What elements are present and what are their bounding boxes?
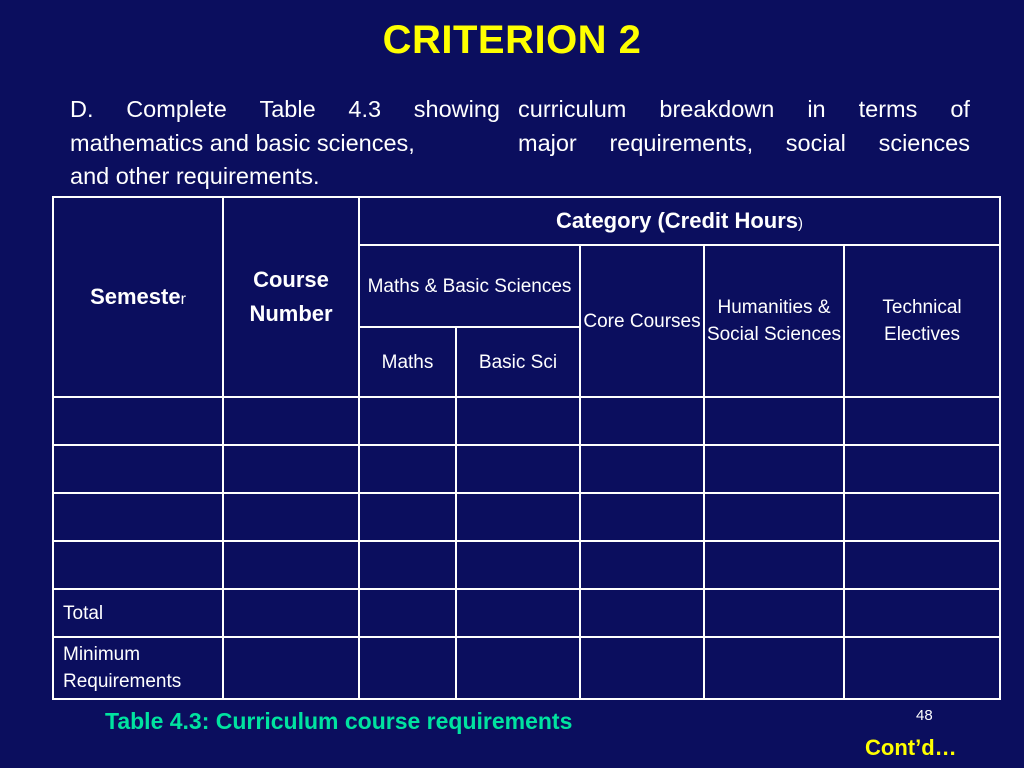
category-header bbox=[359, 197, 1000, 245]
intro-line-3: and other requirements. bbox=[70, 163, 320, 189]
maths-header: Maths bbox=[359, 327, 456, 397]
table-row bbox=[53, 445, 1000, 493]
table-cell bbox=[223, 397, 359, 445]
table-cell bbox=[359, 445, 456, 493]
intro-word: D. bbox=[70, 96, 94, 122]
intro-word: terms bbox=[858, 96, 918, 122]
table-cell bbox=[580, 493, 704, 541]
table-cell bbox=[53, 541, 223, 589]
table-cell bbox=[844, 397, 1000, 445]
table-cell bbox=[844, 541, 1000, 589]
table-cell bbox=[359, 637, 456, 699]
intro-word: in bbox=[807, 96, 826, 122]
table-cell bbox=[844, 589, 1000, 637]
table-cell bbox=[844, 445, 1000, 493]
humanities-header: Humanities & Social Sciences bbox=[704, 245, 844, 397]
table-cell bbox=[359, 493, 456, 541]
table-row bbox=[53, 493, 1000, 541]
table-cell bbox=[53, 445, 223, 493]
intro-left-column bbox=[70, 93, 500, 194]
table-cell bbox=[359, 589, 456, 637]
semester-header-tail: r bbox=[180, 291, 186, 308]
table-cell bbox=[53, 397, 223, 445]
minimum-requirements-label: Minimum Requirements bbox=[53, 637, 223, 699]
intro-word: of bbox=[950, 96, 970, 122]
table-cell bbox=[580, 637, 704, 699]
table-cell bbox=[223, 589, 359, 637]
table-cell bbox=[704, 541, 844, 589]
technical-electives-header: Technical Electives bbox=[844, 245, 1000, 397]
continued-label: Cont’d… bbox=[865, 735, 957, 760]
table-cell bbox=[359, 397, 456, 445]
table-row bbox=[53, 397, 1000, 445]
table-cell bbox=[704, 493, 844, 541]
semester-header-text: Semeste bbox=[90, 284, 181, 309]
table-cell bbox=[456, 445, 580, 493]
table-cell bbox=[456, 589, 580, 637]
table-cell bbox=[456, 637, 580, 699]
intro-line-4 bbox=[518, 93, 970, 127]
page-number: 48 bbox=[916, 707, 933, 724]
table-cell bbox=[704, 589, 844, 637]
intro-word: curriculum bbox=[518, 96, 627, 122]
table-cell bbox=[844, 493, 1000, 541]
basic-sci-header: Basic Sci bbox=[456, 327, 580, 397]
table-row bbox=[53, 541, 1000, 589]
table-cell bbox=[704, 637, 844, 699]
slide-title: CRITERION 2 bbox=[382, 18, 642, 62]
table-cell bbox=[844, 637, 1000, 699]
intro-word: major bbox=[518, 129, 577, 156]
table-cell bbox=[223, 637, 359, 699]
table-cell bbox=[580, 445, 704, 493]
category-header-tail: ) bbox=[798, 215, 804, 232]
table-cell bbox=[223, 445, 359, 493]
table-cell bbox=[359, 541, 456, 589]
course-number-header: Course Number bbox=[223, 197, 359, 397]
intro-word: 4.3 bbox=[348, 96, 382, 122]
table-caption: Table 4.3: Curriculum course requirements bbox=[105, 708, 573, 734]
intro-line-5 bbox=[518, 127, 970, 161]
intro-word: Complete bbox=[126, 96, 227, 122]
intro-right-column bbox=[518, 93, 970, 160]
total-label: Total bbox=[53, 589, 223, 637]
table-cell bbox=[580, 397, 704, 445]
intro-line-2: mathematics and basic sciences, bbox=[70, 129, 415, 156]
total-row bbox=[53, 589, 1000, 637]
intro-word: social bbox=[785, 129, 846, 156]
core-courses-header: Core Courses bbox=[580, 245, 704, 397]
intro-word: requirements, bbox=[609, 129, 754, 156]
table-cell bbox=[580, 589, 704, 637]
curriculum-table bbox=[52, 196, 1001, 700]
table-cell bbox=[223, 493, 359, 541]
table-cell bbox=[456, 541, 580, 589]
semester-header bbox=[53, 197, 223, 397]
category-header-text: Category (Credit Hours bbox=[556, 208, 799, 233]
intro-line-1 bbox=[70, 93, 500, 127]
table-cell bbox=[456, 397, 580, 445]
table-cell bbox=[704, 397, 844, 445]
table-cell bbox=[53, 493, 223, 541]
intro-word: sciences bbox=[878, 129, 970, 156]
intro-word: breakdown bbox=[659, 96, 775, 122]
table-cell bbox=[704, 445, 844, 493]
maths-basic-sciences-header: Maths & Basic Sciences bbox=[359, 245, 580, 327]
table-cell bbox=[223, 541, 359, 589]
table-cell bbox=[456, 493, 580, 541]
table-cell bbox=[580, 541, 704, 589]
minimum-requirements-row bbox=[53, 637, 1000, 699]
intro-word: Table bbox=[259, 96, 316, 122]
intro-word: showing bbox=[413, 96, 500, 122]
